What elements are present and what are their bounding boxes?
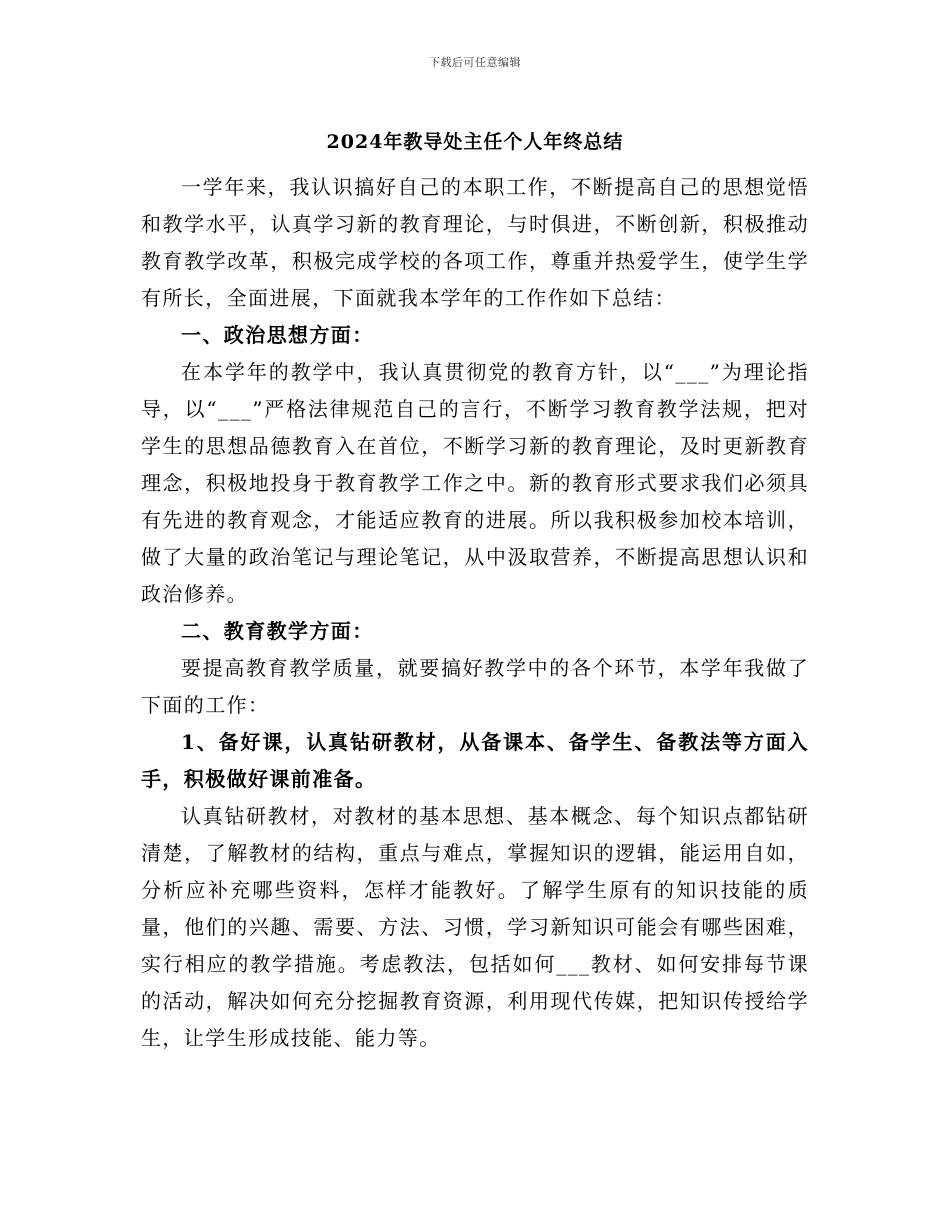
subheading-lesson-prep: 1、备好课，认真钻研教材，从备课本、备学生、备教法等方面入手，积极做好课前准备。 — [141, 730, 809, 791]
section-heading-political: 一、政治思想方面： — [181, 323, 374, 347]
header-note: 下载后可任意编辑 — [429, 56, 521, 69]
lesson-prep-paragraph: 认真钻研教材，对教材的基本思想、基本概念、每个知识点都钻研清楚，了解教材的结构，重点与难点，掌握知识的逻辑，能运用自如，分析应补充哪些资料，怎样才能教好。了解学生原有的知识技能的质量，他们的兴趣、需要、方法、习惯，学习新知识可能会有哪些困难，实行相应的教学措施。考虑教法，包括如何___教材、如何安排每节课的活动，解决如何充分挖掘教育资源，利用现代传媒，把知识传授给学生，让学生形成技能、能力等。 — [141, 804, 809, 1050]
document-body — [141, 169, 809, 1057]
teaching-intro-paragraph: 要提高教育教学质量，就要搞好教学中的各个环节，本学年我做了下面的工作： — [141, 656, 809, 717]
political-paragraph: 在本学年的教学中，我认真贯彻党的教育方针，以“___”为理论指导，以“___”严格法律规范自己的言行，不断学习教育教学法规，把对学生的思想品德教育入在首位，不断学习新的教育理论，及时更新教育理念，积极地投身于教育教学工作之中。新的教育形式要求我们必须具有先进的教育观念，才能适应教育的进展。所以我积极参加校本培训，做了大量的政治笔记与理论笔记，从中汲取营养，不断提高思想认识和政治修养。 — [141, 360, 809, 606]
section-heading-teaching: 二、教育教学方面： — [181, 619, 374, 643]
document-title: 2024年教导处主任个人年终总结 — [326, 131, 624, 153]
intro-paragraph: 一学年来，我认识搞好自己的本职工作，不断提高自己的思想觉悟和教学水平，认真学习新的教育理论，与时俱进，不断创新，积极推动教育教学改革，积极完成学校的各项工作，尊重并热爱学生，使学生学有所长，全面进展，下面就我本学年的工作作如下总结： — [141, 175, 809, 310]
